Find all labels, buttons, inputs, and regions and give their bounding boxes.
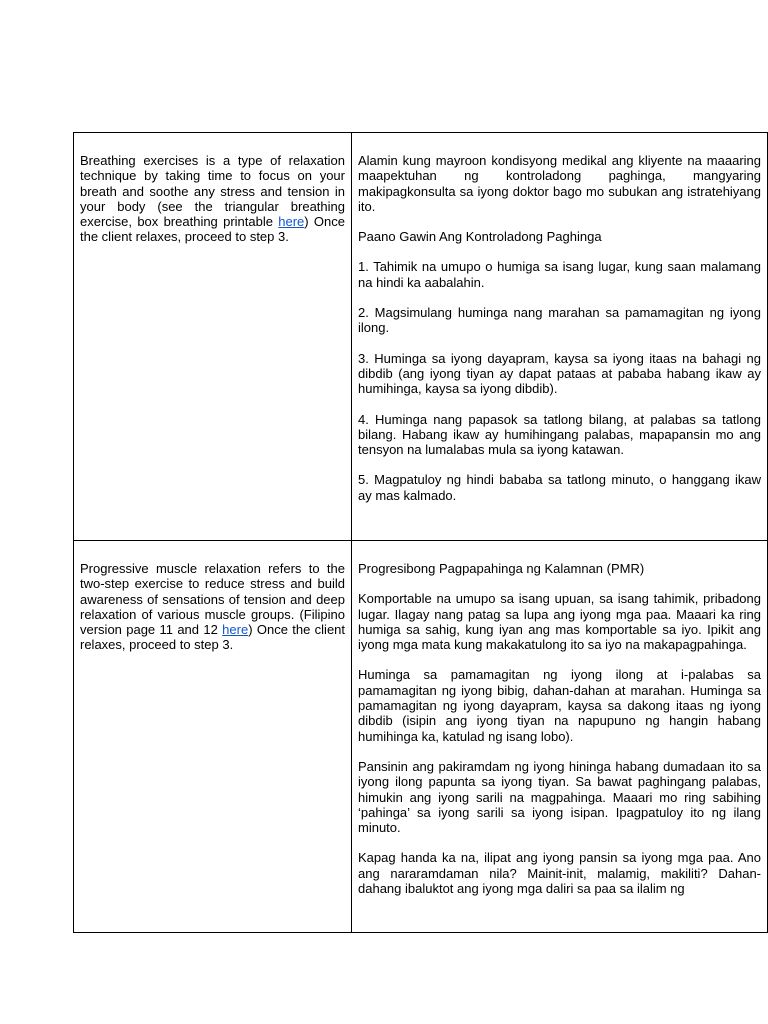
- breathing-step-4: 4. Huminga nang papasok sa tatlong bilang, at palabas sa tatlong bilang. Habang ikaw ay humihingang palabas, mapapansin mo ang tensyon na lumalabas mula sa iyong katawan.: [358, 411, 761, 458]
- table-row-pmr: [74, 541, 767, 933]
- table-row-breathing: [74, 133, 767, 541]
- pmr-heading: Progresibong Pagpapahinga ng Kalamnan (PMR): [358, 561, 645, 576]
- breathing-step-3: 3. Huminga sa iyong dayapram, kaysa sa iyong itaas na bahagi ng dibdib (ang iyong tiyan ay dapat pataas at pababa habang ikaw ay humihinga, kaysa sa iyong dibdib).: [358, 350, 761, 397]
- breathing-step-5: 5. Magpatuloy ng hindi bababa sa tatlong minuto, o hanggang ikaw ay mas kalmado.: [358, 472, 761, 503]
- pmr-here-link[interactable]: here: [222, 622, 249, 638]
- document-table: [73, 132, 768, 933]
- left-cell-breathing: [74, 133, 352, 540]
- breathing-heading: Paano Gawin Ang Kontroladong Paghinga: [358, 229, 602, 245]
- pmr-paragraph-4: Kapag handa ka na, ilipat ang iyong pansin sa iyong mga paa. Ano ang nararamdaman nila? Mainit-init, malamig, makiliti? Dahan-dahang ibaluktot ang iyong mga daliri sa paa sa ilalim ng: [358, 850, 761, 897]
- right-cell-pmr: [352, 541, 767, 933]
- breathing-description: Breathing exercises is a type of relaxation technique by taking time to focus on your breath and soothe any stress and tension in your body (see the triangular breathing exercise, box breathing printable here) Once the client relaxes, proceed to step 3.: [80, 153, 345, 245]
- left-cell-pmr: [74, 541, 352, 933]
- breathing-intro: Alamin kung mayroon kondisyong medikal ang kliyente na maaaring maapektuhan ng kontroladong paghinga, mangyaring makipagkonsulta sa iyong doktor bago mo subukan ang istratehiyang ito.: [358, 153, 761, 214]
- breathing-step-2: 2. Magsimulang huminga nang marahan sa pamamagitan ng iyong ilong.: [358, 305, 761, 336]
- right-cell-breathing: [352, 133, 767, 540]
- pmr-paragraph-3: Pansinin ang pakiramdam ng iyong hininga habang dumadaan ito sa iyong ilong papunta sa iyong tiyan. Sa bawat paghingang palabas, himukin ang iyong sarili na magpahinga. Maaari mo ring sabihing ‘pahinga’ sa iyong sarili sa iyong isipan. Ipagpatuloy ito ng ilang minuto.: [358, 758, 761, 836]
- breathing-step-1: 1. Tahimik na umupo o humiga sa isang lugar, kung saan malamang na hindi ka aabalahin.: [358, 259, 761, 290]
- pmr-description: Progressive muscle relaxation refers to the two-step exercise to reduce stress and build awareness of sensations of tension and deep relaxation of various muscle groups. (Filipino version page 11 and 12 here) Once the client relaxes, proceed to step 3.: [80, 561, 346, 653]
- pmr-paragraph-1: Komportable na umupo sa isang upuan, sa isang tahimik, pribadong lugar. Ilagay nang patag sa lupa ang iyong mga paa. Maaari ka ring humiga sa sahig, kung iyan ang mas komportable sa iyo. Ipikit ang iyong mga mata kung makakatulong ito sa iyo na makapagpahinga.: [358, 591, 761, 653]
- breathing-here-link[interactable]: here: [278, 214, 305, 230]
- pmr-paragraph-2: Huminga sa pamamagitan ng iyong ilong at i-palabas sa pamamagitan ng iyong bibig, dahan-dahan at marahan. Huminga sa pamamagitan ng iyong dayapram, kaysa sa dakong itaas ng iyong dibdib (isipin ang iyong tiyan na napupuno ng hangin habang humihinga ka, katulad ng isang lobo).: [358, 667, 761, 744]
